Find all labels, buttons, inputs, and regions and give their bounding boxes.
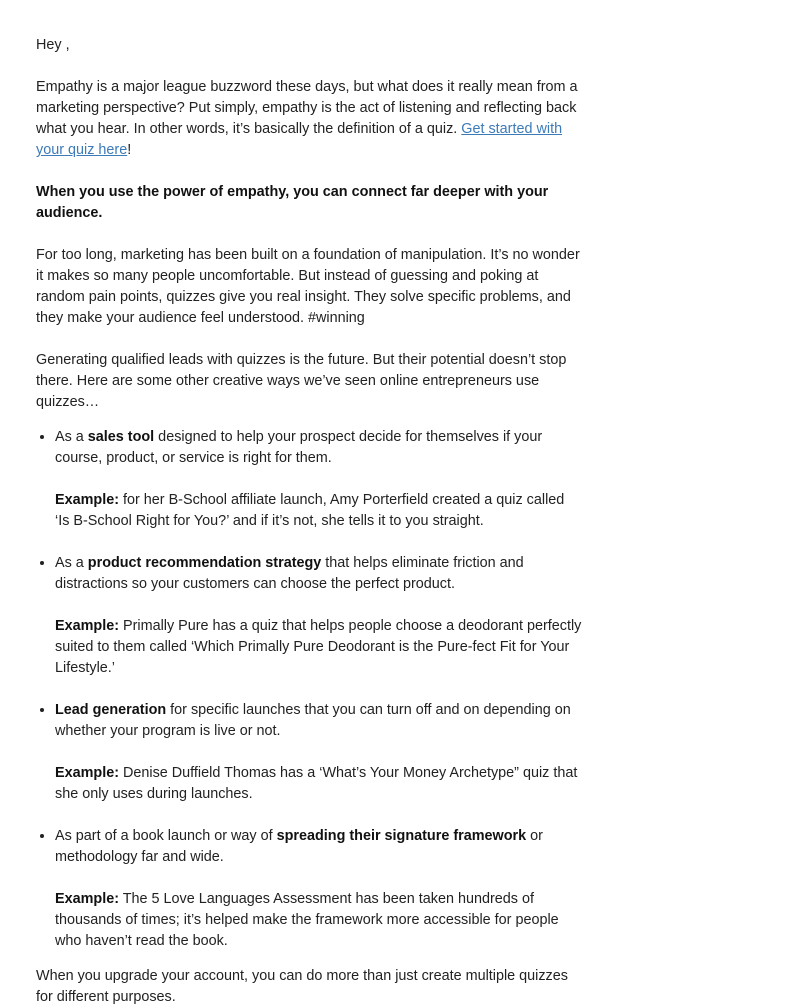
- list-item-sales-tool: [55, 427, 582, 532]
- list-item-lead-generation: [55, 700, 582, 805]
- leads-paragraph: Generating qualified leads with quizzes is the future. But their potential doesn’t stop there. Here are some other creative ways we’ve seen online entrepreneurs use quizzes…: [36, 352, 567, 410]
- use-bold: product recommendation strategy: [87, 555, 322, 571]
- example-text: Denise Duffield Thomas has a ‘What’s Your Money Archetype” quiz that she only uses during launches.: [55, 765, 578, 802]
- list-item-product-recommendation: [55, 553, 582, 679]
- use-suffix: or methodology far and wide.: [55, 828, 543, 865]
- example-label: Example:: [55, 492, 119, 508]
- use-bold: sales tool: [87, 429, 155, 445]
- bold-statement: [36, 182, 582, 224]
- intro-text: Empathy is a major league buzzword these days, but what does it really mean from a marketing perspective? Put simply, empathy is the act of listening and reflecting back what you hear. In other words, it’s basically the definition of a quiz.: [36, 79, 578, 137]
- use-bold: spreading their signature framework: [276, 828, 527, 844]
- use-prefix: As a: [55, 429, 88, 445]
- example-text: Primally Pure has a quiz that helps people choose a deodorant perfectly suited to them called ‘Which Primally Pure Deodorant is the Pure-fect Fit for Your Lifestyle.’: [55, 618, 582, 676]
- use-prefix: As a: [55, 555, 88, 571]
- closing-paragraph: When you upgrade your account, you can do more than just create multiple quizzes for different purposes.: [36, 968, 568, 1005]
- intro-after-link: !: [127, 142, 132, 158]
- manipulation-paragraph: For too long, marketing has been built on a foundation of manipulation. It’s no wonder it makes so many people uncomfortable. But instead of guessing and poking at random pain points, quizzes give you real insight. They solve specific problems, and they make your audience feel understood. #winning: [36, 247, 580, 326]
- example-text: The 5 Love Languages Assessment has been taken hundreds of thousands of times; it’s helped make the framework more accessible for people who haven’t read the book.: [55, 891, 559, 949]
- example: [55, 616, 582, 679]
- use-bold: Lead generation: [55, 702, 167, 718]
- quiz-uses-list: [36, 427, 582, 952]
- greeting: Hey ,: [36, 37, 70, 53]
- example-label: Example:: [55, 765, 119, 781]
- example: [55, 490, 582, 532]
- use-suffix: designed to help your prospect decide for themselves if your course, product, or service is right for them.: [55, 429, 543, 466]
- quiz-start-link[interactable]: Get started with your quiz here: [36, 121, 563, 158]
- bold-statement-text: When you use the power of empathy, you can connect far deeper with your audience.: [36, 184, 549, 221]
- example: [55, 889, 582, 952]
- intro-paragraph: [36, 77, 582, 161]
- use-prefix: As part of a book launch or way of: [55, 828, 277, 844]
- example-label: Example:: [55, 618, 119, 634]
- use-suffix: that helps eliminate friction and distractions so your customers can choose the perfect product.: [55, 555, 524, 592]
- email-body: [36, 35, 582, 1008]
- example-label: Example:: [55, 891, 119, 907]
- example: [55, 763, 582, 805]
- example-text: for her B-School affiliate launch, Amy Porterfield created a quiz called ‘Is B-School Right for You?’ and if it’s not, she tells it to you straight.: [55, 492, 565, 529]
- list-item-signature-framework: [55, 826, 582, 952]
- use-suffix: for specific launches that you can turn off and on depending on whether your program is live or not.: [55, 702, 571, 739]
